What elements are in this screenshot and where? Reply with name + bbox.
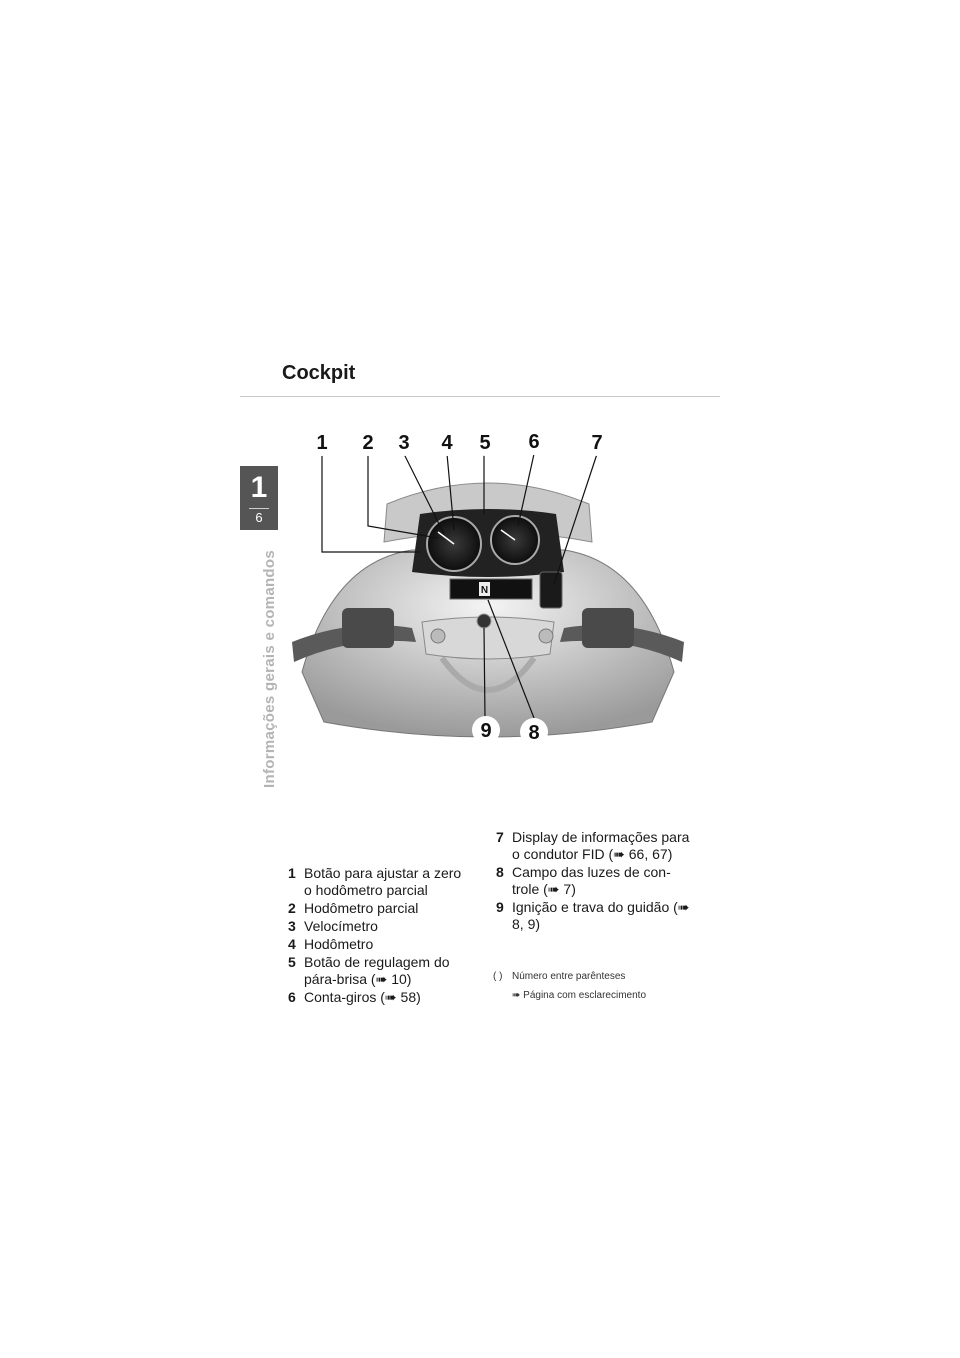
fid-display: [540, 572, 562, 608]
callout-9: 9: [480, 720, 492, 742]
callout-7: 7: [591, 432, 603, 454]
legend-left: [288, 865, 468, 1007]
legend-item: 3 Velocímetro: [288, 918, 378, 934]
callout-8: 8: [528, 722, 540, 744]
right-switch-block: [582, 608, 634, 648]
legend-item: 8 Campo das luzes de con-trole (➠ 7): [496, 864, 671, 897]
legend-item: 9 Ignição e trava do guidão (➠ 8, 9): [496, 899, 690, 932]
neutral-label: N: [480, 585, 489, 596]
chapter-title: Informações gerais e comandos: [261, 550, 278, 788]
callout-5: 5: [479, 432, 491, 454]
legend-item: 5 Botão de regulagem do pára-brisa (➠ 10): [288, 954, 450, 987]
note-arrow: [512, 989, 646, 1002]
chapter-tab: [240, 466, 278, 530]
note-parentheses: [493, 970, 625, 983]
legend-item: 7 Display de informações para o condutor FID (➠ 66, 67): [496, 829, 690, 862]
left-switch-block: [342, 608, 394, 648]
callout-4: 4: [441, 432, 453, 454]
parentheses-symbol: ( ): [493, 971, 503, 982]
legend-item: 2 Hodômetro parcial: [288, 900, 419, 916]
arrow-icon: ➠: [512, 990, 521, 1001]
legend-item: 6 Conta-giros (➠ 58): [288, 989, 421, 1005]
arrow-text: Página com esclarecimento: [523, 990, 647, 1001]
legend-right: [496, 829, 696, 934]
ignition-lock: [477, 614, 491, 628]
page-title: Cockpit: [282, 362, 356, 384]
chapter-divider: [249, 508, 269, 509]
chapter-number: 1: [250, 471, 268, 504]
callout-3: 3: [398, 432, 410, 454]
legend-item: 4 Hodômetro: [288, 936, 374, 952]
cockpit-illustration: [292, 422, 684, 754]
callout-2: 2: [362, 432, 374, 454]
callout-1: 1: [316, 432, 328, 454]
title-divider: [240, 396, 720, 397]
page-number: 6: [255, 510, 263, 525]
callout-6: 6: [528, 431, 540, 453]
parentheses-text: Número entre parênteses: [512, 971, 626, 982]
control-lights-panel: [450, 579, 532, 599]
legend-item: 1 Botão para ajustar a zero o hodômetro parcial: [288, 865, 462, 898]
